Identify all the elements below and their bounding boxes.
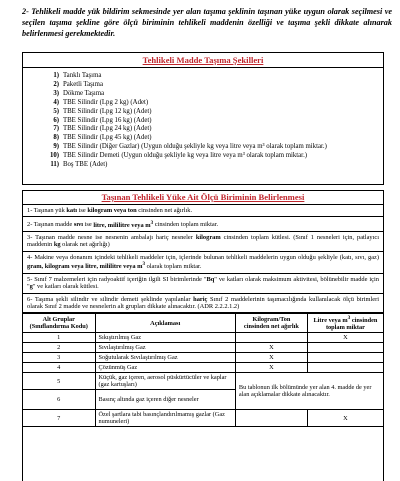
intro-paragraph: 2- Tehlikeli madde yük bildirim sekmesinde yer alan taşıma şeklinin taşınan yüke uygun olarak seçilmesi ve seçilen taşıma şekline göre ölçü biriminin tehlikeli maddenin özelliği ve taşıma şekli dikkate alınarak belirlenmesi gerekmektedir. <box>22 7 392 38</box>
cell-code: 7 <box>23 410 95 427</box>
subgroup-table <box>23 313 383 427</box>
cell-code: 2 <box>23 343 95 353</box>
transport-method-item <box>49 117 383 126</box>
item-number: 3) <box>53 89 59 97</box>
rule-4: 4- Makine veya donanım içindeki tehlikeli maddeler için, içlerinde bulunan tehlikeli maddelerin uygun olduğu şekliyle (katı, sıvı, gaz) gram, kilogram veya litre, mililitre veya $m^3$ olarak toplam miktar. <box>23 252 383 274</box>
unit-determination-box <box>22 190 384 481</box>
item-number: 6) <box>53 116 59 124</box>
item-number: 2) <box>53 80 59 88</box>
transport-methods-list <box>23 68 383 170</box>
cell-litre <box>307 353 383 363</box>
item-label: TBE Silindir (Lpg 2 kg) (Adet) <box>63 98 149 106</box>
table-row <box>23 353 383 363</box>
table-row <box>23 373 383 390</box>
unit-determination-title: Taşınan Tehlikeli Yüke Ait Ölçü Biriminin Belirlenmesi <box>23 191 383 205</box>
item-number: 10) <box>49 152 59 160</box>
transport-method-item <box>49 108 383 117</box>
item-number: 1) <box>53 72 59 79</box>
header-code: Alt Gruplar (Sınıflandırma Kodu) <box>23 314 95 333</box>
item-number: 11) <box>50 161 59 169</box>
item-number: 4) <box>53 98 59 106</box>
item-label: TBE Silindir (Lpg 16 kg) (Adet) <box>63 116 152 124</box>
item-label: TBE Silindir (Lpg 24 kg) (Adet) <box>63 125 152 133</box>
item-label: Tanklı Taşıma <box>63 72 102 79</box>
item-number: 7) <box>53 125 59 133</box>
cell-description: Özel şartlara tabi basınçlandırılmamış gazlar (Gaz numuneleri) <box>95 410 235 427</box>
transport-method-item <box>49 72 383 81</box>
cell-kg: X <box>235 343 307 353</box>
transport-methods-box <box>22 52 384 185</box>
item-label: TBE Silindir Demeti (Uygun olduğu şekliyle kg veya litre veya m³ olarak toplam miktar.) <box>63 152 308 160</box>
cell-description: Çözünmüş Gaz <box>95 363 235 373</box>
cell-kg <box>235 333 307 343</box>
table-row <box>23 333 383 343</box>
transport-method-item <box>49 134 383 143</box>
header-description: Açıklaması <box>95 314 235 333</box>
cell-code: 5 <box>23 373 95 390</box>
rule-3: 3- Taşınan madde nesne ise nesnenin ambalajı hariç nesneler kilogram cinsinden toplam kütlesi. (Sınıf 1 nesneleri için, patlayıcı maddenin kg olarak net ağırlığı) <box>23 232 383 252</box>
transport-method-item <box>49 99 383 108</box>
cell-code: 3 <box>23 353 95 363</box>
item-label: Dökme Taşıma <box>63 89 105 97</box>
merged-note-cell: Bu tablonun ilk bölümünde yer alan 4. madde de yer alan açıklamalar dikkate alınacaktır. <box>235 373 383 410</box>
cell-description: Basınç altında gaz içeren diğer nesneler <box>95 390 235 410</box>
rule-2: 2- Taşınan madde sıvı ise litre, mililitre veya $m^3$ cinsinden toplam miktar. <box>23 217 383 232</box>
header-litre: Litre veya $m^3$ cinsinden toplam miktar <box>307 314 383 333</box>
transport-method-item <box>49 90 383 99</box>
table-row <box>23 343 383 353</box>
table-row <box>23 410 383 427</box>
cell-description: Soğutularak Sıvılaştırılmış Gaz <box>95 353 235 363</box>
transport-method-item <box>49 143 383 152</box>
item-number: 8) <box>53 134 59 142</box>
item-number: 5) <box>53 107 59 115</box>
cell-kg <box>235 410 307 427</box>
header-kg: Kilogram/Ton cinsinden net ağırlık <box>235 314 307 333</box>
item-label: Paketli Taşıma <box>63 80 103 88</box>
item-label: Boş TBE (Adet) <box>63 161 108 169</box>
cell-kg: X <box>235 363 307 373</box>
cell-description: Sıvılaştırılmış Gaz <box>95 343 235 353</box>
rule-5: 5- Sınıf 7 malzemeleri için radyoaktif içeriğin ilgili SI birimlerinde "Bq" ve katları olarak maksimum aktivitesi, bölünebilir madde için "g" ve katları olarak kütlesi. <box>23 274 383 294</box>
rule-1: 1- Taşınan yük katı ise kilogram veya ton cinsinden net ağırlık. <box>23 205 383 217</box>
cell-code: 6 <box>23 390 95 410</box>
cell-litre: X <box>307 410 383 427</box>
transport-method-item <box>49 81 383 90</box>
transport-method-item <box>49 161 383 170</box>
transport-methods-title: Tehlikeli Madde Taşıma Şekilleri <box>23 53 383 68</box>
cell-kg: X <box>235 353 307 363</box>
cell-code: 1 <box>23 333 95 343</box>
table-row <box>23 363 383 373</box>
transport-method-item <box>49 125 383 134</box>
cell-description: Küçük, gaz içeren, aerosol püskürtücüler ve kaplar (gaz kartuşları) <box>95 373 235 390</box>
item-label: TBE Silindir (Lpg 12 kg) (Adet) <box>63 107 152 115</box>
cell-litre: X <box>307 333 383 343</box>
item-label: TBE Silindir (Diğer Gazlar) (Uygun olduğu şekliyle kg veya litre veya m³ olarak toplam miktar.) <box>63 143 327 151</box>
transport-method-item <box>49 152 383 161</box>
cell-litre <box>307 343 383 353</box>
cell-description: Sıkıştırılmış Gaz <box>95 333 235 343</box>
cell-litre <box>307 363 383 373</box>
rule-6: 6- Taşıma şekli silindir ve silindir demeti şeklinde yapılanlar hariç Sınıf 2 maddelerinin taşımacılığında kullanılacak ölçü birimleri olarak Sınıf 2 madde ve nesnelerin alt grupları dikkate alınacaktır. (ADR 2.2.2.1.2) <box>23 294 383 314</box>
cell-code: 4 <box>23 363 95 373</box>
item-number: 9) <box>53 143 59 151</box>
item-label: TBE Silindir (Lpg 45 kg) (Adet) <box>63 134 152 142</box>
